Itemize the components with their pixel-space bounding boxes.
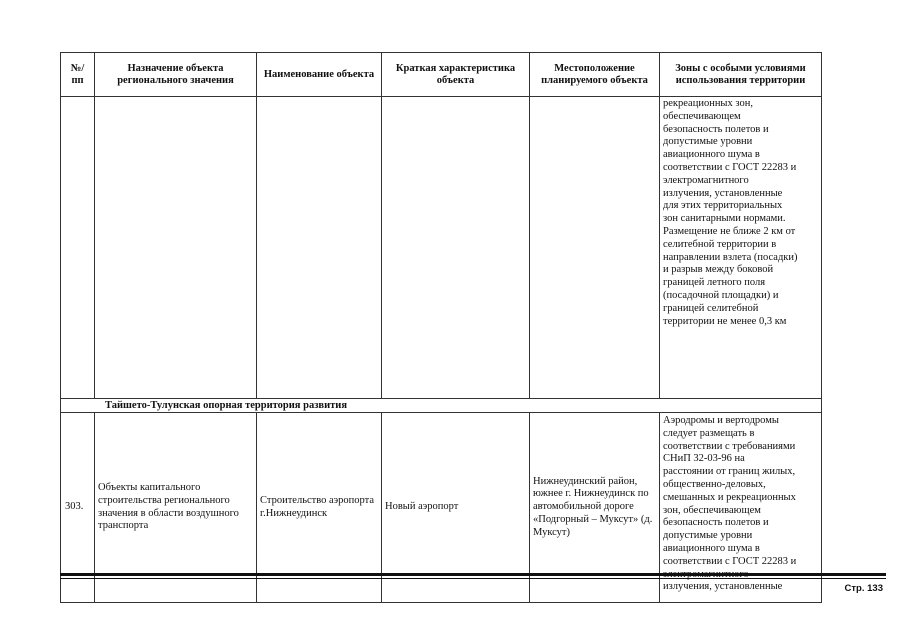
cell-name: Строительство аэропорта г.Нижнеудинск [257, 413, 382, 603]
zones-continued-text: рекреационных зон, обеспечивающем безопасность полетов и допустимые уровни авиационного шума в соответствии с ГОСТ 22283 и электромагнитного излучения, установленные для этих территориальных зон санитарными нормами. Размещение не ближе 2 км от селитебной территории в направлении взлета (посадки) и разрыв между боковой границей летного поля (посадочной площадки) и границей селитебной территории не менее 0,3 км [663, 98, 798, 327]
cell-empty [530, 97, 660, 399]
cell-empty [95, 97, 257, 399]
cell-location: Нижнеудинский район, южнее г. Нижнеудинск по автомобильной дороге «Подгорный – Муксут» (д. Муксут) [530, 413, 660, 603]
header-location: Местоположение планируемого объекта [530, 53, 660, 97]
table-header-row [61, 53, 822, 97]
cell-empty [257, 97, 382, 399]
cell-empty [382, 97, 530, 399]
header-description: Краткая характеристика объекта [382, 53, 530, 97]
section-row [61, 399, 822, 413]
footer-rule-thin [60, 578, 886, 579]
cell-zones-continued [660, 97, 822, 399]
objects-table [60, 52, 822, 603]
table-row-continued [61, 97, 822, 399]
cell-purpose: Объекты капитального строительства регионального значения в области воздушного транспорта [95, 413, 257, 603]
cell-description: Новый аэропорт [382, 413, 530, 603]
cell-empty [61, 97, 95, 399]
header-zones: Зоны с особыми условиями использования территории [660, 53, 822, 97]
page-number: Стр. 133 [844, 583, 883, 594]
section-title: Тайшето-Тулунская опорная территория развития [61, 399, 822, 413]
header-purpose: Назначение объекта регионального значения [95, 53, 257, 97]
cell-num: 303. [61, 413, 95, 603]
footer-rule-thick [60, 573, 886, 576]
header-name: Наименование объекта [257, 53, 382, 97]
zones-text: Аэродромы и вертодромы следует размещать в соответствии с требованиями СНиП 32-03-96 на расстоянии от границ жилых, общественно-деловых, смешанных и рекреационных зон, обеспечивающем безопасность полетов и допустимые уровни авиационного шума в соответствии с ГОСТ 22283 и излучения, установленные [663, 415, 797, 593]
header-num: №/ пп [61, 53, 95, 97]
